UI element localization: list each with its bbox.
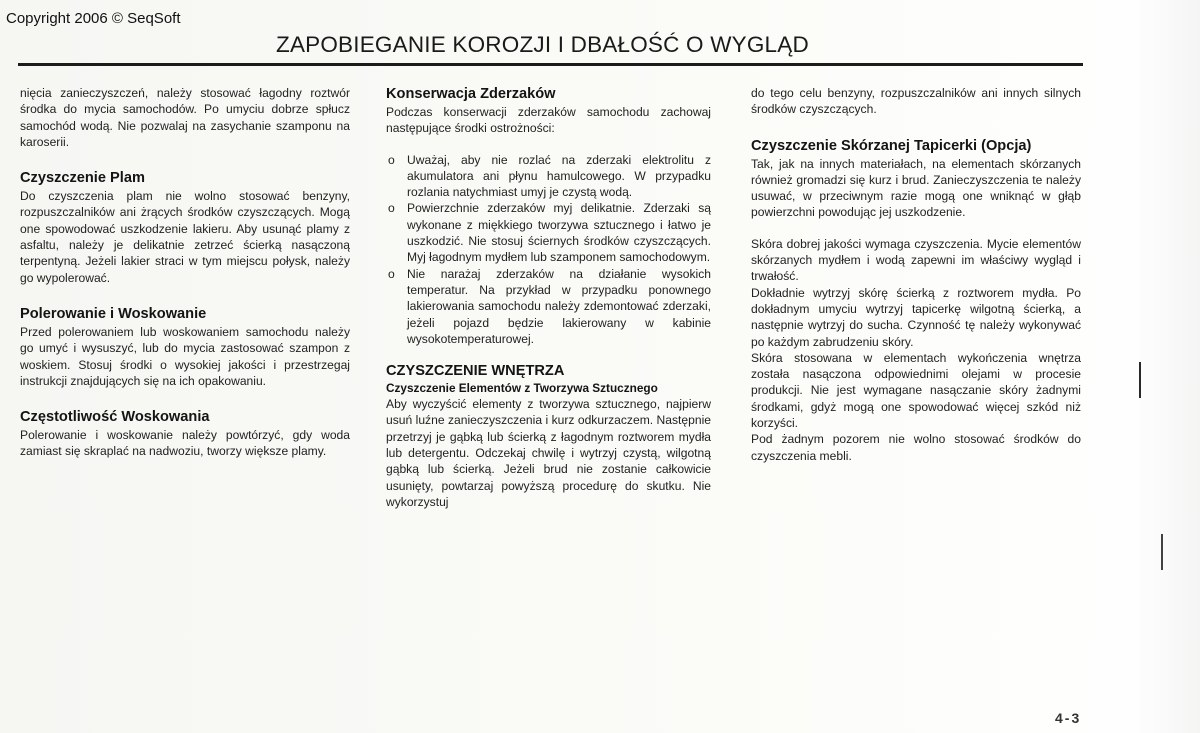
leather-paragraph-2: Skóra dobrej jakości wymaga czyszczenia. Mycie elementów skórzanych mydłem i wodą zapewni im właściwy wygląd i trwałość. xyxy=(751,236,1081,284)
polishing-waxing-text: Przed polerowaniem lub woskowaniem samochodu należy go umyć i wysuszyć, lub do mycia zastosować szampon z woskiem. Stosuj środki o wysokiej jakości i przestrzegaj instrukcji znajdujących się na ich opakowaniu. xyxy=(20,324,350,388)
bullet-marker: o xyxy=(388,152,395,167)
column-left xyxy=(20,85,350,460)
leather-paragraph-4: Skóra stosowana w elementach wykończenia wnętrza została nasączona odpowiednimi olejami w procesie produkcji. Nie jest wymagane nasączanie skóry żadnymi środkami, gdyż mogą one spowodować więcej szkód niż korzyści. xyxy=(751,350,1081,431)
waxing-frequency-heading: Częstotliwość Woskowania xyxy=(20,409,210,426)
copyright-notice: Copyright 2006 © SeqSoft xyxy=(6,10,181,27)
page-title: ZAPOBIEGANIE KOROZJI I DBAŁOŚĆ O WYGLĄD xyxy=(276,32,809,57)
list-item xyxy=(386,266,711,347)
page-number: 4-3 xyxy=(1055,710,1082,726)
bullet-text: Powierzchnie zderzaków myj delikatnie. Zderzaki są wykonane z miękkiego tworzywa sztucznego i łatwo je uszkodzić. Nie stosuj ściernych środków czyszczących. Myj łagodnym mydłem lub szamponem samochodowym. xyxy=(407,201,711,265)
bumper-care-heading: Konserwacja Zderzaków xyxy=(386,86,556,102)
column-middle xyxy=(386,85,711,510)
leather-paragraph-1: Tak, jak na innych materiałach, na elementach skórzanych również gromadzi się kurz i brud. Zanieczyszczenia te należy usuwać, w przeciwnym razie mogą one wniknąć w głąb powierzchni powodując jej uszkodzenie. xyxy=(751,156,1081,220)
stain-cleaning-text: Do czyszczenia plam nie wolno stosować benzyny, rozpuszczalników ani żrących środków czyszczących. Mogą one spowodować uszkodzenie lakieru. Aby usunąć plamy z asfaltu, należy je delikatnie zetrzeć ścierką nasączoną terpentyną. Jeżeli lakier straci w tym miejscu połysk, należy go wypolerować. xyxy=(20,189,350,285)
bumper-precautions-list xyxy=(386,152,711,348)
list-item xyxy=(386,200,711,265)
bullet-text: Nie narażaj zderzaków na działanie wysokich temperatur. Na przykład w przypadku ponownego lakierowania samochodu należy zdemontować zderzaki, jeżeli pojazd będzie lakierowany w kabinie wysokotemperaturowej. xyxy=(407,266,711,346)
polishing-waxing-heading: Polerowanie i Woskowanie xyxy=(20,305,207,322)
leather-paragraph-5: Pod żadnym pozorem nie wolno stosować środków do czyszczenia mebli. xyxy=(751,432,1081,463)
plastic-cleaning-text: Aby wyczyścić elementy z tworzywa sztucznego, najpierw usuń luźne zanieczyszczenia i kurz odkurzaczem. Następnie przetrzyj je gąbką lub ścierką z łagodnym roztworem mydła lub detergentu. Odczekaj chwilę i wytrzyj czystą, wilgotną gąbką lub ścierką. Jeżeli brud nie zostanie całkowicie usunięty, powtarzaj powyższą procedurę do skutku. Nie wykorzystuj xyxy=(386,397,711,509)
header-divider xyxy=(18,63,1083,66)
bullet-text: Uważaj, aby nie rozlać na zderzaki elektrolitu z akumulatora ani płynu hamulcowego. W przypadku rozlania natychmiast umyj je czystą wodą. xyxy=(407,152,711,200)
leather-paragraph-3: Dokładnie wytrzyj skórę ścierką z roztworem mydła. Po dokładnym umyciu wytrzyj tapicerkę wilgotną ścierką, a następnie wytrzyj do sucha. Czynność tę należy wykonywać po każdym zabrudzeniu skóry. xyxy=(751,285,1081,349)
plastic-cleaning-subheading: Czyszczenie Elementów z Tworzywa Sztucznego xyxy=(386,381,658,396)
list-item xyxy=(386,152,711,201)
bumper-care-intro: Podczas konserwacji zderzaków samochodu zachowaj następujące środki ostrożności: xyxy=(386,105,711,136)
stain-cleaning-heading: Czyszczenie Plam xyxy=(20,170,145,187)
plastic-cleaning-continuation: do tego celu benzyny, rozpuszczalników ani innych silnych środków czyszczących. xyxy=(751,86,1081,117)
column-right xyxy=(751,85,1081,464)
bullet-marker: o xyxy=(388,266,395,281)
interior-cleaning-heading: CZYSZCZENIE WNĘTRZA xyxy=(386,363,565,380)
leather-upholstery-heading: Czyszczenie Skórzanej Tapicerki (Opcja) xyxy=(751,137,1032,154)
bullet-marker: o xyxy=(388,201,395,216)
washing-continuation-text: nięcia zanieczyszczeń, należy stosować łagodny roztwór środka do mycia samochodów. Po umyciu dobrze spłucz samochód wodą. Nie pozwalaj na zasychanie szamponu na karoserii. xyxy=(20,86,350,149)
waxing-frequency-text: Polerowanie i woskowanie należy powtórzyć, gdy woda zamiast się skraplać na nadwoziu, tworzy większe plamy. xyxy=(20,428,350,459)
page-edge-shadow xyxy=(1130,0,1200,733)
